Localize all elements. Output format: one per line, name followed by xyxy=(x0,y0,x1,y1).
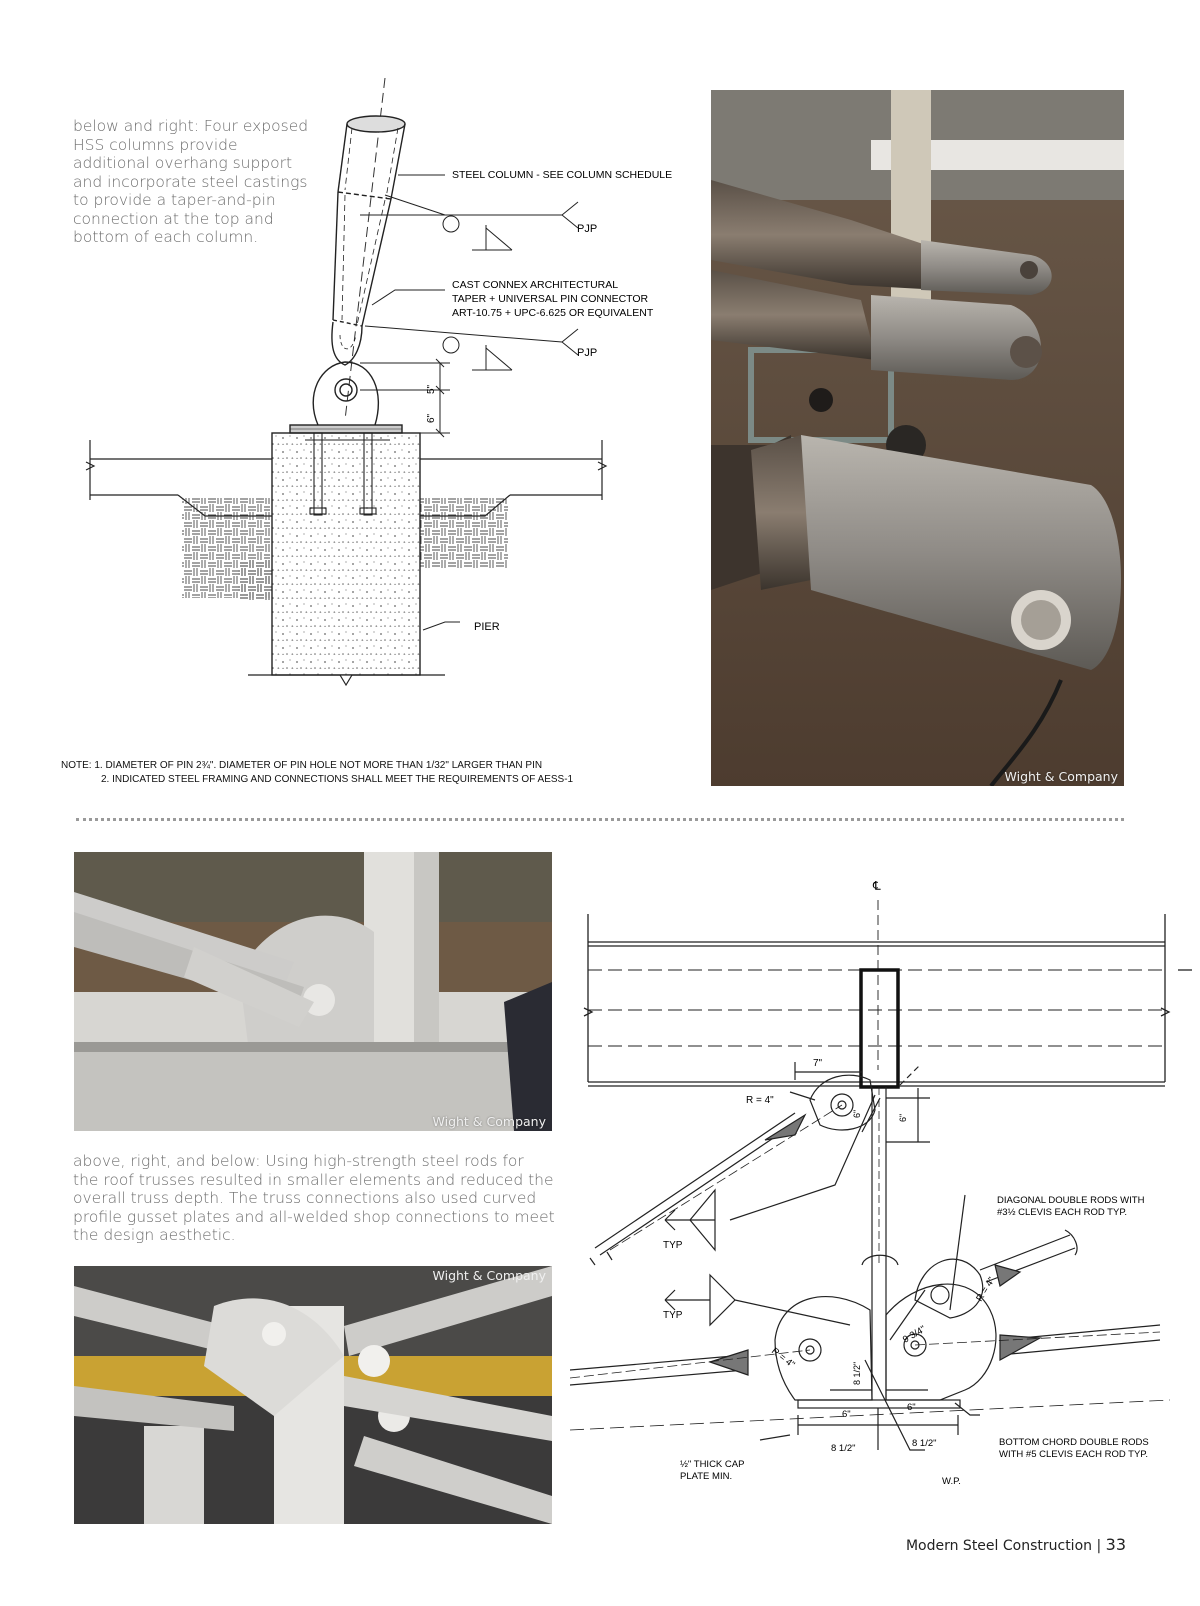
hss-post xyxy=(861,970,898,1087)
label-pjp-top: PJP xyxy=(577,223,598,235)
label-pjp-bottom: PJP xyxy=(577,347,598,359)
label-pier: PIER xyxy=(474,621,500,633)
photo-credit: Wight & Company xyxy=(432,1268,546,1283)
cap-plate-label-2: PLATE MIN. xyxy=(680,1471,733,1482)
caption-line: overall truss depth. The truss connections also used curved xyxy=(73,1189,537,1207)
section-divider xyxy=(76,818,1124,821)
publication-name: Modern Steel Construction xyxy=(905,1538,1093,1554)
bottom-chord-label-2: WITH #5 CLEVIS EACH ROD TYP. xyxy=(999,1449,1149,1460)
label-casting-line-1: CAST CONNEX ARCHITECTURAL xyxy=(452,279,619,291)
column-base-drawing xyxy=(0,0,700,720)
page-footer xyxy=(906,1535,1126,1554)
radius-label-upper: R = 4" xyxy=(746,1095,774,1106)
radius-label-left: R = 4" xyxy=(769,1345,797,1371)
top-chord xyxy=(584,914,1192,1086)
note-line-2: 2. INDICATED STEEL FRAMING AND CONNECTIONS SHALL MEET THE REQUIREMENTS OF AESS-1 xyxy=(101,774,574,785)
caption-line: and incorporate steel castings xyxy=(73,172,308,191)
drawing-notes xyxy=(61,759,573,787)
dim-8-1-2-left: 8 1/2" xyxy=(831,1443,856,1454)
diagonal-rods-label-1: DIAGONAL DOUBLE RODS WITH xyxy=(997,1195,1145,1206)
centerline-symbol: ℄ xyxy=(873,879,881,893)
bottom-chord-label-1: BOTTOM CHORD DOUBLE RODS xyxy=(999,1437,1149,1448)
steel-column xyxy=(332,116,405,365)
footer-separator: | xyxy=(1096,1538,1102,1554)
photo-truss-clevis xyxy=(74,1266,552,1524)
pin-connector xyxy=(290,362,402,433)
typ-label-lower: TYP xyxy=(663,1310,683,1321)
caption-mid xyxy=(73,1152,553,1245)
label-casting-line-3: ART-10.75 + UPC-6.625 OR EQUIVALENT xyxy=(452,307,654,319)
dim-6-upper-a: 6" xyxy=(852,1109,862,1118)
photo-pin-connectors xyxy=(711,90,1124,786)
caption-line: to provide a taper-and-pin xyxy=(73,191,276,209)
photo-credit: Wight & Company xyxy=(1004,769,1118,784)
caption-line: above, right, and below: Using high-strength steel rods for xyxy=(73,1152,524,1170)
dim-6-inch: 6" xyxy=(426,413,437,423)
photo-truss-gusset xyxy=(74,852,552,1131)
radius-label-right: R = 4" xyxy=(974,1275,998,1304)
dim-8-1-2-right: 8 1/2" xyxy=(912,1438,937,1449)
work-point-label: W.P. xyxy=(942,1476,961,1487)
caption-line: the roof trusses resulted in smaller elements and reduced the xyxy=(73,1170,554,1189)
label-steel-column: STEEL COLUMN - SEE COLUMN SCHEDULE xyxy=(452,169,673,181)
photo-truss-gusset-image xyxy=(74,852,552,1131)
photo-pin-connectors-image xyxy=(711,90,1124,786)
dim-8-1-2-vertical: 8 1/2" xyxy=(852,1361,862,1385)
caption-line: connection at the top and xyxy=(73,209,274,228)
label-casting-line-2: TAPER + UNIVERSAL PIN CONNECTOR xyxy=(452,293,649,305)
dim-6-lower-right: 6" xyxy=(907,1402,916,1413)
caption-line: additional overhang support xyxy=(73,154,293,172)
earth-hatch-left-low xyxy=(238,560,272,600)
dim-6-lower-left: 6" xyxy=(842,1409,851,1420)
caption-line: HSS columns provide xyxy=(73,135,238,154)
dim-6-upper-b: 6" xyxy=(898,1113,908,1122)
dim-5-inch: 5" xyxy=(426,384,437,394)
page-number: 33 xyxy=(1105,1535,1126,1554)
dim-9-3-4: 9 3/4" xyxy=(901,1323,928,1346)
caption-line: the design aesthetic. xyxy=(73,1226,236,1244)
typ-label-upper: TYP xyxy=(663,1240,683,1251)
photo-truss-clevis-image xyxy=(74,1266,552,1524)
caption-line: profile gusset plates and all-welded shop connections to meet xyxy=(73,1207,555,1226)
concrete-pier xyxy=(272,433,420,675)
diagonal-rods-label-2: #3½ CLEVIS EACH ROD TYP. xyxy=(997,1207,1128,1218)
note-line-1: NOTE: 1. DIAMETER OF PIN 2¾". DIAMETER OF PIN HOLE NOT MORE THAN 1/32" LARGER THAN PIN xyxy=(61,760,543,771)
photo-credit: Wight & Company xyxy=(432,1114,546,1129)
lower-connection xyxy=(570,1195,1170,1450)
truss-connection-drawing xyxy=(570,870,1200,1510)
earth-hatch-right xyxy=(420,498,508,568)
caption-line: below and right: Four exposed xyxy=(73,117,309,135)
caption-line: bottom of each column. xyxy=(73,228,259,246)
cap-plate-label-1: ½" THICK CAP xyxy=(680,1459,745,1470)
dim-7-inch: 7" xyxy=(813,1058,823,1069)
upper-gusset xyxy=(590,1062,930,1265)
